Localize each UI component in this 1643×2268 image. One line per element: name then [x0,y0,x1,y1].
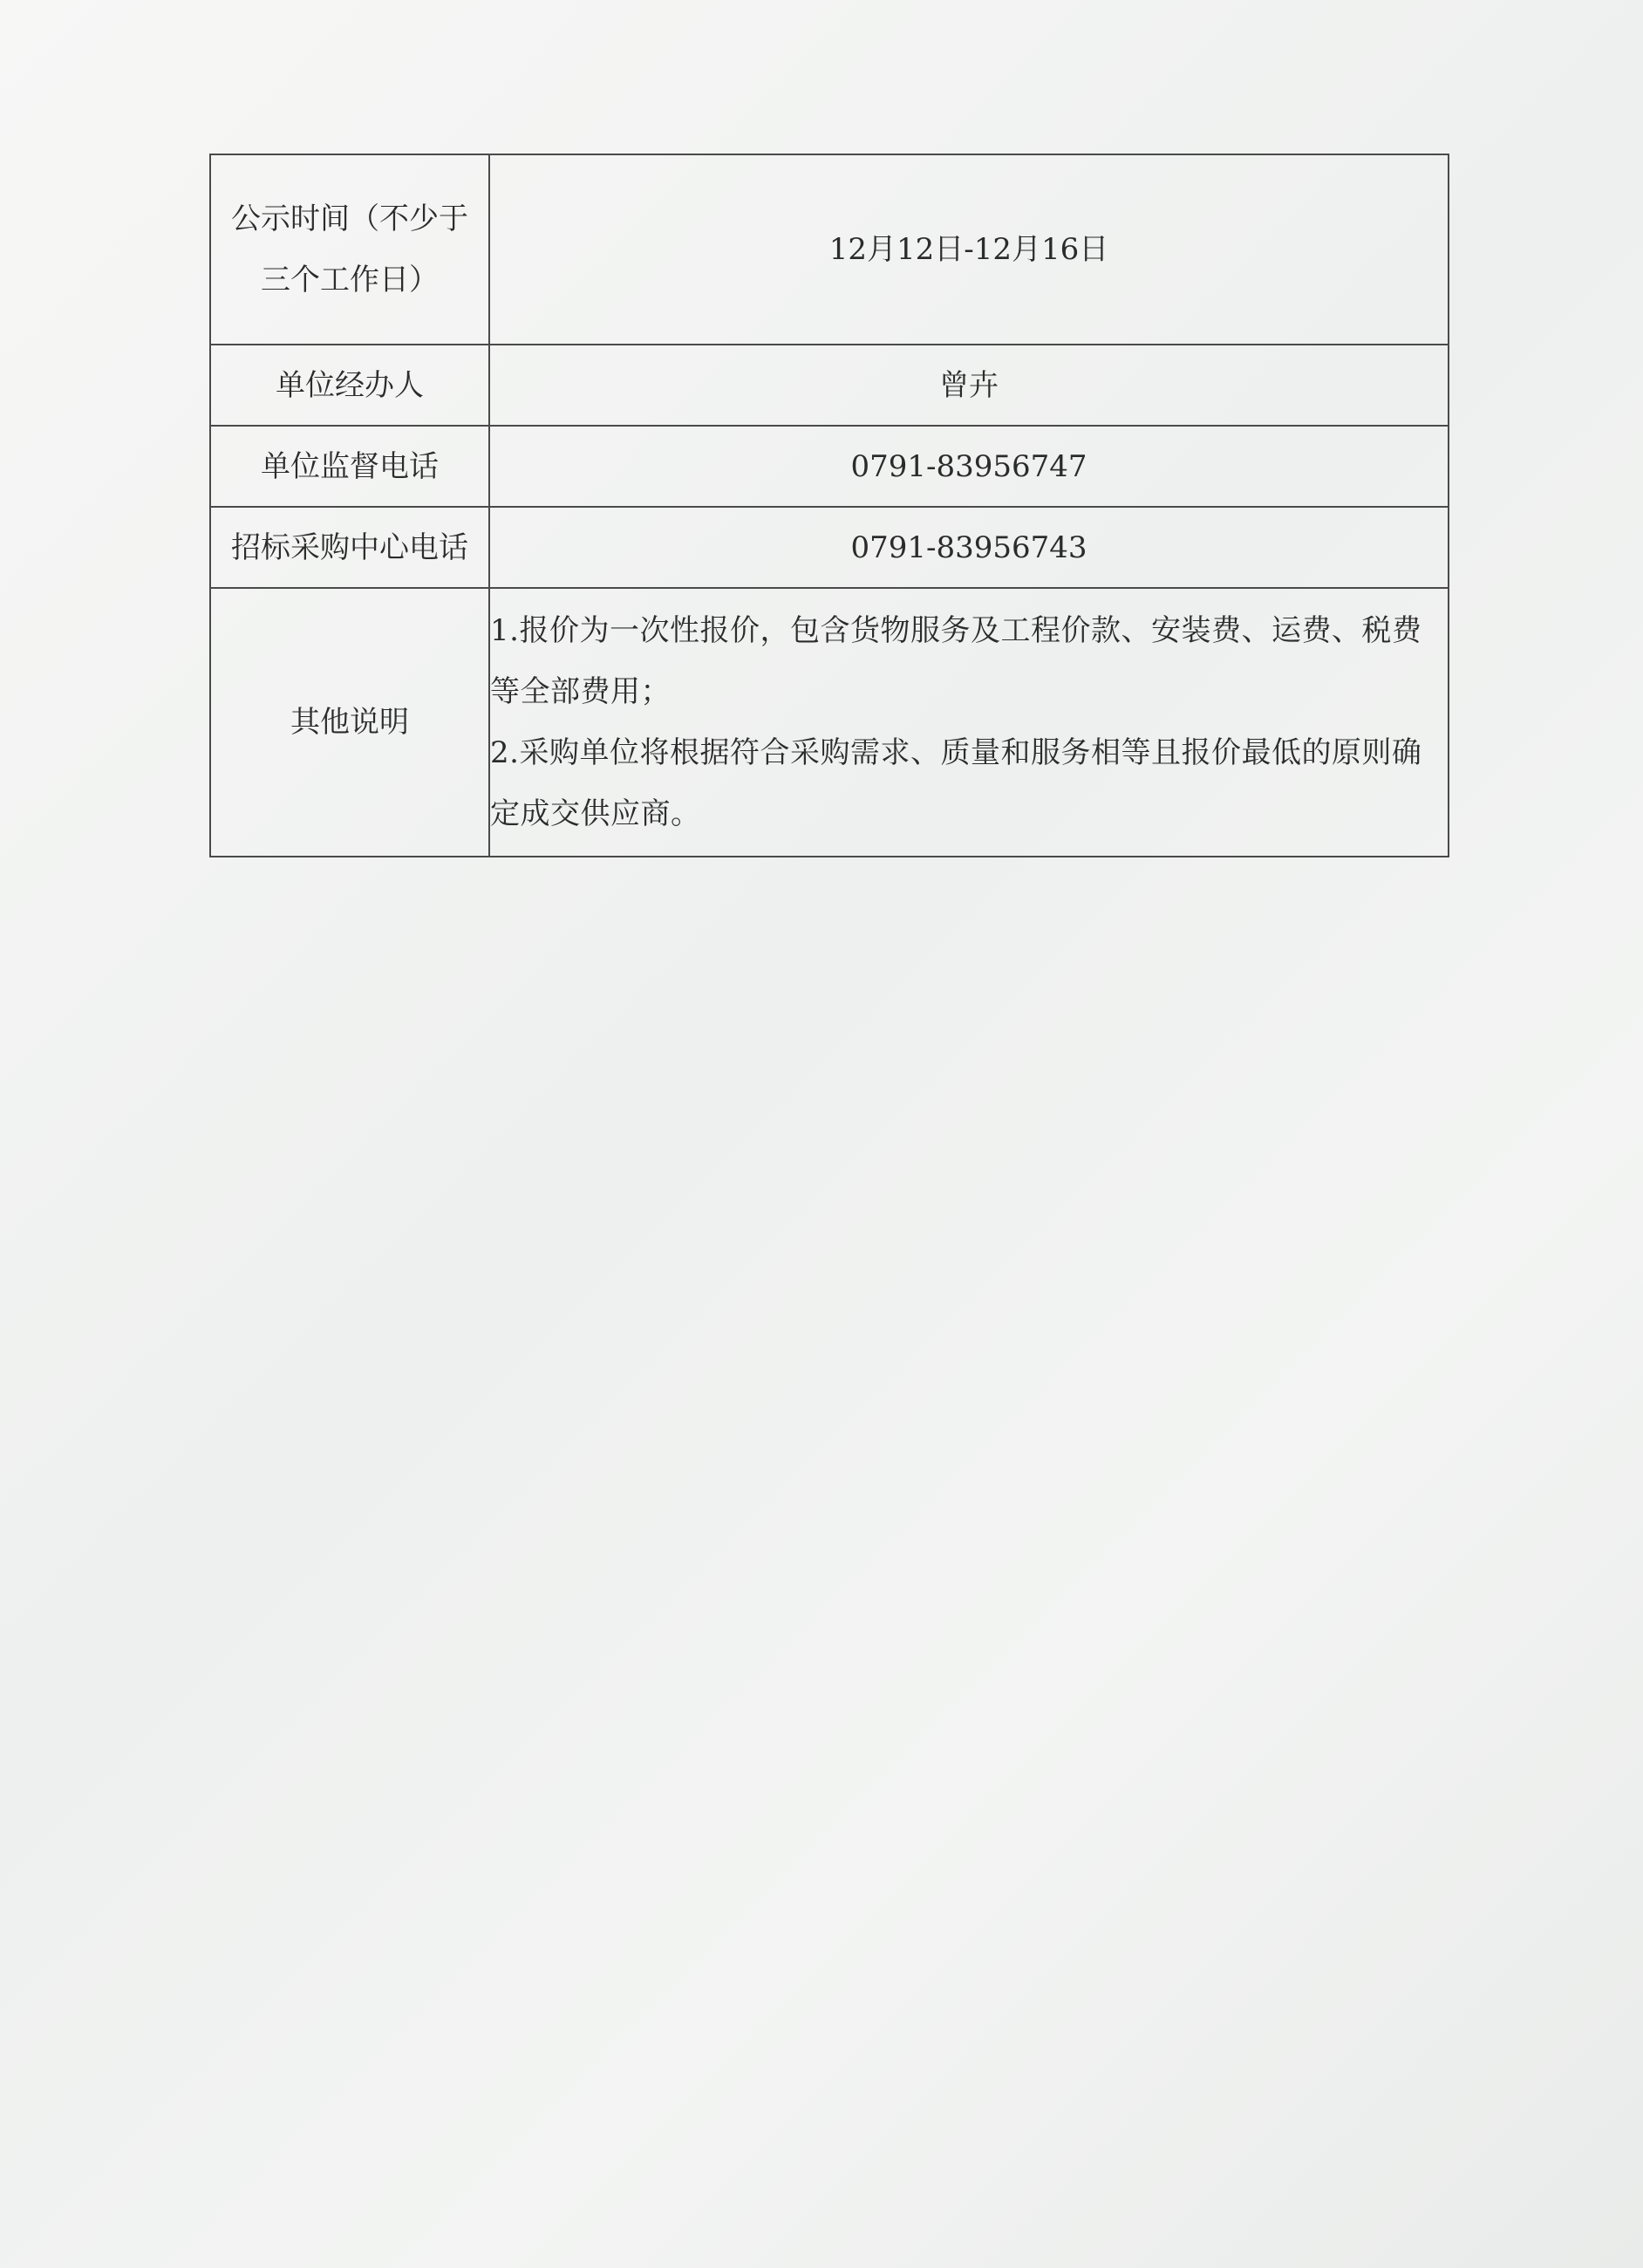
table-row-period [210,154,1449,345]
center-phone-value: 0791-83956743 [489,507,1449,588]
period-label-line2: 三个工作日） [261,263,439,297]
table-row-notes [210,588,1449,857]
notes-item-1: 1.报价为一次性报价，包含货物服务及工程价款、安装费、运费、税费等全部费用； [490,613,1422,709]
handler-value: 曾卉 [489,345,1449,426]
period-value: 12月12日-12月16日 [489,154,1449,345]
notes-item-2: 2.采购单位将根据符合采购需求、质量和服务相等且报价最低的原则确定成交供应商。 [490,735,1422,831]
table-row-supervision-phone [210,426,1449,507]
supervision-phone-label: 单位监督电话 [210,426,489,507]
handler-label: 单位经办人 [210,345,489,426]
period-label-line1: 公示时间（不少于 [231,202,468,236]
notes-label: 其他说明 [210,588,489,857]
table-row-handler [210,345,1449,426]
supervision-phone-value: 0791-83956747 [489,426,1449,507]
info-table [209,154,1449,857]
center-phone-label: 招标采购中心电话 [210,507,489,588]
table-row-center-phone [210,507,1449,588]
notes-content [489,588,1449,857]
period-label [210,154,489,345]
